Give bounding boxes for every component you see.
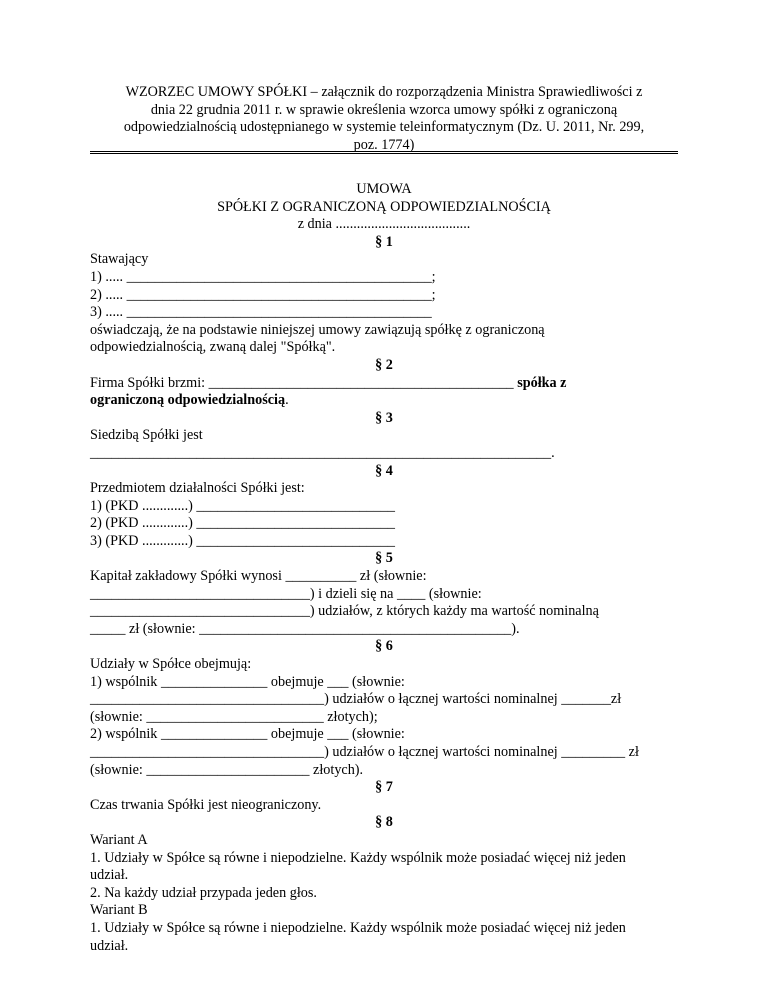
title-spolki: SPÓŁKI Z OGRANICZONĄ ODPOWIEDZIALNOŚCIĄ: [217, 198, 551, 215]
s2-text: Firma Spółki brzmi: ___________________________________________: [90, 374, 518, 391]
s1-line-1: 1) ..... ___________________________________________;: [90, 268, 436, 285]
header-line: poz. 1774): [353, 136, 415, 153]
s1-line-3: 3) ..... ___________________________________________: [90, 304, 432, 321]
section-heading-2: § 2: [375, 356, 393, 373]
header-line: WZORZEC UMOWY SPÓŁKI – załącznik do rozporządzenia Ministra Sprawiedliwości z: [125, 84, 643, 100]
s8-b1: 1. Udziały w Spółce są równe i niepodzielne. Każdy wspólnik może posiadać więcej niż jeden: [90, 919, 626, 936]
s1-declaration: oświadczają, że na podstawie niniejszej umowy zawiązują spółkę z ograniczoną: [90, 321, 545, 338]
s6-line-6: (słownie: _______________________ złotych).: [90, 761, 364, 778]
section-heading-1: § 1: [375, 233, 393, 250]
title-umowa: UMOWA: [356, 181, 412, 197]
section-heading-5: § 5: [375, 550, 393, 567]
s6-line-5: _________________________________) udziałów o łącznej wartości nominalnej _________ zł: [90, 744, 639, 760]
s3-text: Siedzibą Spółki jest: [90, 427, 203, 444]
s5-line-1: Kapitał zakładowy Spółki wynosi __________ zł (słownie:: [90, 568, 427, 585]
s4-line-2: 2) (PKD .............) ____________________________: [90, 515, 396, 532]
s2-line-2: [90, 392, 678, 410]
s2-end: .: [285, 392, 289, 409]
s1-line-2: 2) ..... ___________________________________________;: [90, 286, 436, 303]
s4-line-3: 3) (PKD .............) ____________________________: [90, 532, 396, 549]
s2-bold-company-type: spółka z: [517, 374, 567, 391]
s8-a2: 2. Na każdy udział przypada jeden głos.: [90, 884, 317, 901]
s6-line-4: 2) wspólnik _______________ obejmuje ___ (słownie:: [90, 726, 405, 743]
s5-line-3: _______________________________) udziałów, z których każdy ma wartość nominalną: [90, 603, 599, 620]
s3-line: _________________________________________________________________.: [90, 444, 555, 461]
s6-intro: Udziały w Spółce obejmują:: [90, 656, 252, 673]
section-heading-7: § 7: [375, 779, 393, 796]
s4-intro: Przedmiotem działalności Spółki jest:: [90, 480, 305, 497]
s4-line-1: 1) (PKD .............) ____________________________: [90, 497, 396, 514]
document-header: [90, 84, 678, 154]
s1-intro: Stawający: [90, 251, 149, 268]
s2-line-1: [90, 375, 678, 393]
s6-line-3: (słownie: _________________________ złotych);: [90, 708, 378, 725]
section-heading-8: § 8: [375, 814, 393, 831]
header-line: odpowiedzialnością udostępnianego w systemie teleinformatycznym (Dz. U. 2011, Nr. 299,: [123, 119, 645, 135]
header-divider: [90, 151, 678, 154]
s5-line-2: _______________________________) i dzieli się na ____ (słownie:: [90, 585, 482, 602]
document-body: [90, 181, 678, 955]
section-heading-3: § 3: [375, 409, 393, 426]
title-date: z dnia ......................................: [297, 216, 471, 233]
s6-line-2: _________________________________) udziałów o łącznej wartości nominalnej _______zł: [90, 691, 622, 708]
s2-bold-company-type-cont: ograniczoną odpowiedzialnością: [90, 392, 286, 409]
s8-a1: 1. Udziały w Spółce są równe i niepodzielne. Każdy wspólnik może posiadać więcej niż jeden: [90, 849, 626, 866]
s8-variant-a-label: Wariant A: [90, 831, 148, 848]
header-line: dnia 22 grudnia 2011 r. w sprawie określenia wzorca umowy spółki z ograniczoną: [150, 101, 618, 118]
s8-b1-cont: udział.: [90, 937, 129, 954]
s1-declaration: odpowiedzialnością, zwaną dalej "Spółką".: [90, 339, 336, 356]
s8-a1-cont: udział.: [90, 867, 129, 884]
s6-line-1: 1) wspólnik _______________ obejmuje ___ (słownie:: [90, 673, 405, 690]
section-heading-6: § 6: [375, 638, 393, 655]
s8-variant-b-label: Wariant B: [90, 902, 148, 919]
s5-line-4: _____ zł (słownie: ____________________________________________).: [90, 620, 520, 637]
s7-text: Czas trwania Spółki jest nieograniczony.: [90, 796, 322, 813]
section-heading-4: § 4: [375, 462, 393, 479]
